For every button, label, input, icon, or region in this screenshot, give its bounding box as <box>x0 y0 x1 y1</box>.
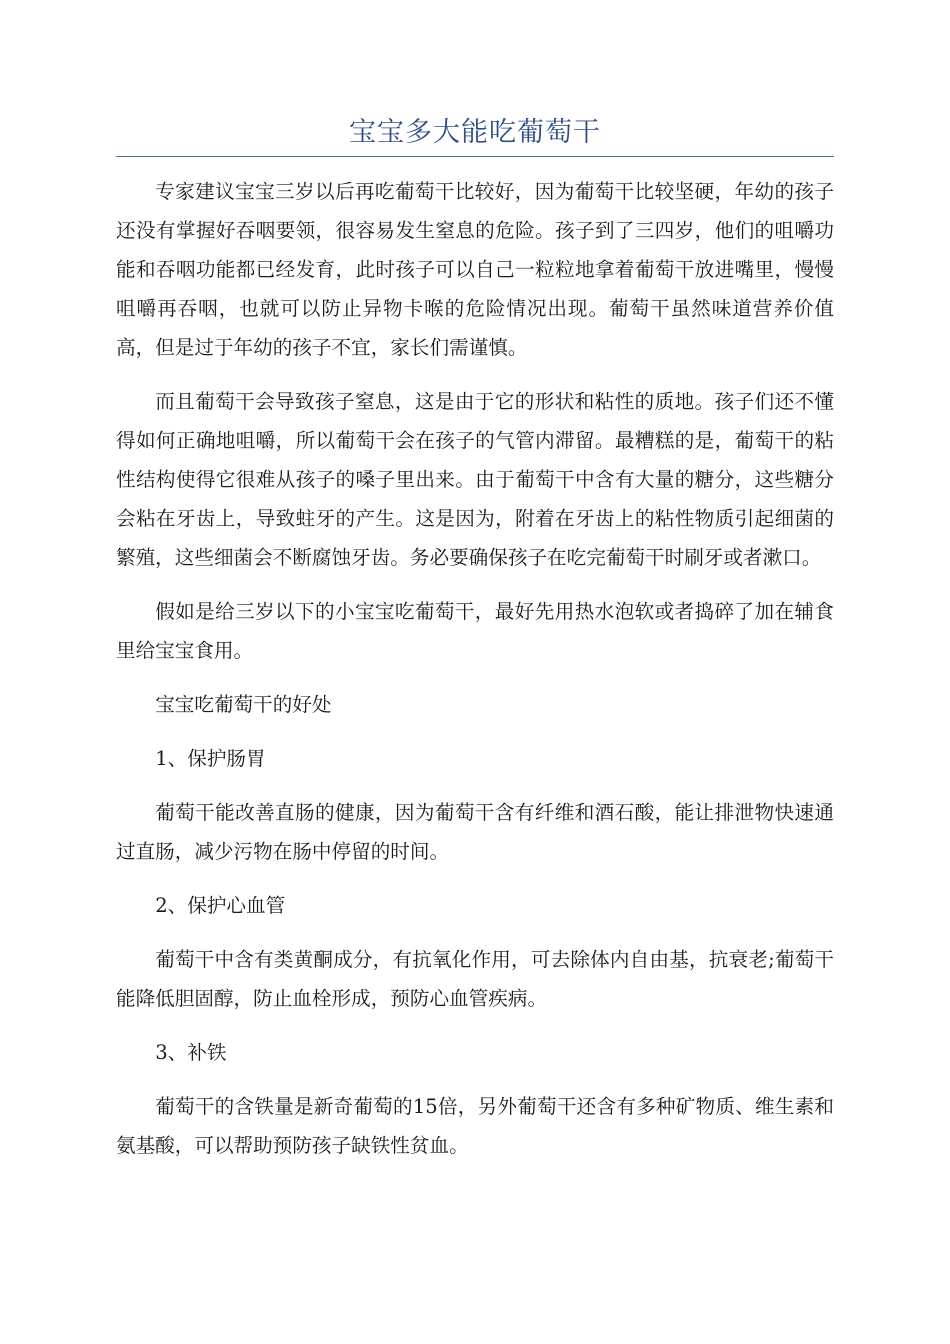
paragraph-choking-risk: 而且葡萄干会导致孩子窒息，这是由于它的形状和粘性的质地。孩子们还不懂得如何正确地咀嚼，所以葡萄干会在孩子的气管内滞留。最糟糕的是，葡萄干的粘性结构使得它很难从孩子的嗓子里出来。由于葡萄干中含有大量的糖分，这些糖分会粘在牙齿上，导致蛀牙的产生。这是因为，附着在牙齿上的粘性物质引起细菌的繁殖，这些细菌会不断腐蚀牙齿。务必要确保孩子在吃完葡萄干时刷牙或者漱口。 <box>116 390 834 569</box>
title-block <box>116 112 834 157</box>
benefit-text-1: 葡萄干能改善直肠的健康，因为葡萄干含有纤维和酒石酸，能让排泄物快速通过直肠，减少污物在肠中停留的时间。 <box>116 801 834 863</box>
benefit-heading-1: 1、保护肠胃 <box>155 747 266 770</box>
section-heading-benefits: 宝宝吃葡萄干的好处 <box>155 693 332 716</box>
paragraph-under-three: 假如是给三岁以下的小宝宝吃葡萄干，最好先用热水泡软或者捣碎了加在辅食里给宝宝食用。 <box>116 600 834 662</box>
benefit-heading-3: 3、补铁 <box>155 1041 227 1064</box>
benefit-text-2: 葡萄干中含有类黄酮成分，有抗氧化作用，可去除体内自由基，抗衰老;葡萄干能降低胆固醇，防止血栓形成，预防心血管疾病。 <box>116 948 834 1010</box>
document-title: 宝宝多大能吃葡萄干 <box>349 117 601 148</box>
benefit-text-3: 葡萄干的含铁量是新奇葡萄的15倍，另外葡萄干还含有多种矿物质、维生素和氨基酸，可以帮助预防孩子缺铁性贫血。 <box>116 1095 834 1157</box>
paragraph-intro: 专家建议宝宝三岁以后再吃葡萄干比较好，因为葡萄干比较坚硬，年幼的孩子还没有掌握好吞咽要领，很容易发生窒息的危险。孩子到了三四岁，他们的咀嚼功能和吞咽功能都已经发育，此时孩子可以自己一粒粒地拿着葡萄干放进嘴里，慢慢咀嚼再吞咽，也就可以防止异物卡喉的危险情况出现。葡萄干虽然味道营养价值高，但是过于年幼的孩子不宜，家长们需谨慎。 <box>116 180 834 359</box>
benefit-heading-2: 2、保护心血管 <box>155 894 286 917</box>
document-body <box>116 172 834 1180</box>
